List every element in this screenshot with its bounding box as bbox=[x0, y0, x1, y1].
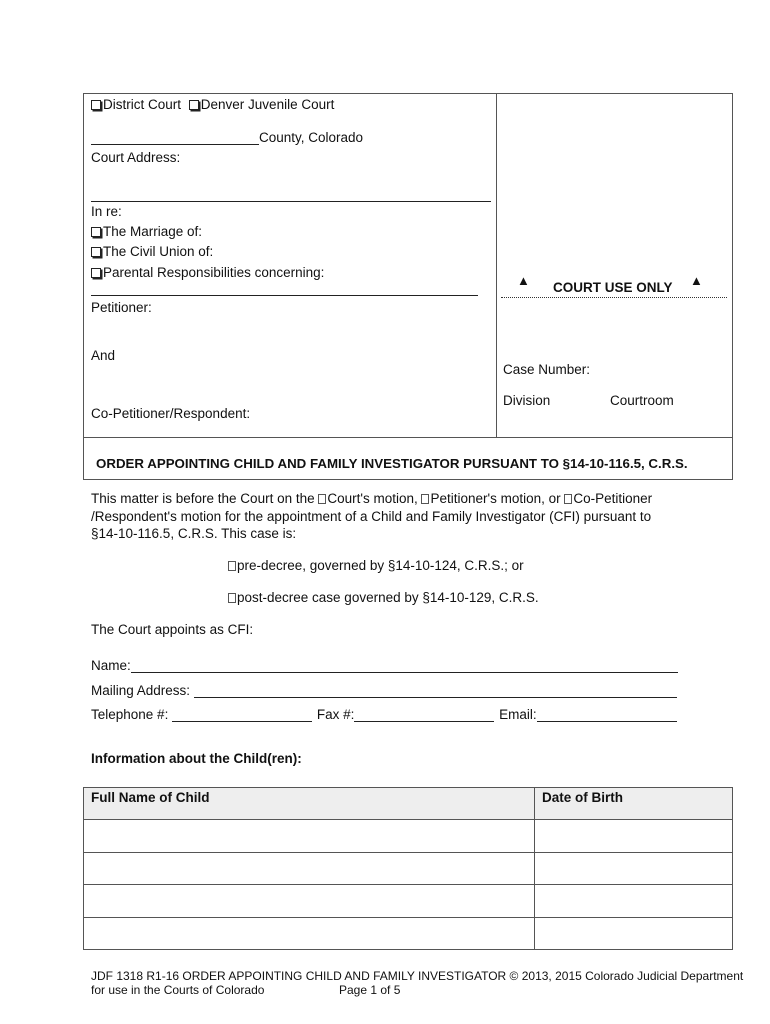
cfi-telephone-field[interactable] bbox=[172, 707, 312, 722]
pre-decree-checkbox[interactable] bbox=[228, 561, 236, 571]
courts-motion-checkbox[interactable] bbox=[318, 494, 326, 504]
table-row-line bbox=[83, 852, 733, 853]
table-row-line bbox=[83, 917, 733, 918]
in-re-label: In re: bbox=[91, 204, 122, 219]
court-type-row bbox=[91, 97, 334, 112]
intro-line-3: §14-10-116.5, C.R.S. This case is: bbox=[91, 526, 297, 541]
county-field[interactable] bbox=[91, 130, 259, 145]
appoints-label: The Court appoints as CFI: bbox=[91, 622, 254, 637]
child-dob-cell[interactable] bbox=[536, 919, 731, 949]
child-dob-cell[interactable] bbox=[536, 854, 731, 883]
children-heading: Information about the Child(ren): bbox=[91, 751, 302, 766]
marriage-row bbox=[91, 224, 202, 239]
child-dob-cell[interactable] bbox=[536, 821, 731, 851]
courtroom-label[interactable]: Courtroom bbox=[610, 393, 674, 408]
co-petitioner-label: Co-Petitioner/Respondent: bbox=[91, 406, 251, 421]
case-number-label[interactable]: Case Number: bbox=[503, 362, 591, 377]
petitioners-motion-checkbox[interactable] bbox=[421, 494, 429, 504]
table-column-divider bbox=[534, 787, 535, 950]
court-use-only-label: COURT USE ONLY bbox=[553, 280, 673, 295]
child-dob-cell[interactable] bbox=[536, 886, 731, 916]
party-name-line bbox=[91, 295, 478, 296]
co-petitioner-motion-checkbox[interactable] bbox=[564, 494, 572, 504]
child-name-cell[interactable] bbox=[85, 886, 532, 916]
cfi-mailing-field[interactable] bbox=[194, 683, 677, 698]
marriage-label: The Marriage of: bbox=[103, 224, 203, 239]
order-title: ORDER APPOINTING CHILD AND FAMILY INVESTIGATOR PURSUANT TO §14-10-116.5, C.R.S. bbox=[96, 456, 688, 471]
and-label: And bbox=[91, 348, 116, 363]
post-decree-row: post-decree case governed by §14-10-129, C.R.S. bbox=[228, 590, 539, 605]
cfi-email-field[interactable] bbox=[537, 707, 677, 722]
marriage-checkbox[interactable] bbox=[91, 227, 101, 237]
cfi-mailing-row: Mailing Address: bbox=[91, 683, 677, 698]
footer-line-1: JDF 1318 R1-16 ORDER APPOINTING CHILD AND FAMILY INVESTIGATOR © 2013, 2015 Colorado Judicial Department bbox=[91, 969, 744, 983]
col-header-dob: Date of Birth bbox=[542, 790, 623, 805]
court-address-line bbox=[91, 201, 491, 202]
denver-juvenile-label: Denver Juvenile Court bbox=[200, 97, 335, 112]
page-number: Page 1 of 5 bbox=[339, 983, 401, 997]
child-name-cell[interactable] bbox=[85, 919, 532, 949]
petitioner-label: Petitioner: bbox=[91, 300, 152, 315]
pre-decree-row: pre-decree, governed by §14-10-124, C.R.S.; or bbox=[228, 558, 524, 573]
civil-union-row bbox=[91, 244, 213, 259]
parental-row bbox=[91, 265, 324, 280]
col-header-name: Full Name of Child bbox=[91, 790, 210, 805]
caption-divider bbox=[496, 93, 497, 438]
district-court-checkbox[interactable] bbox=[91, 100, 101, 110]
parental-label: Parental Responsibilities concerning: bbox=[103, 265, 325, 280]
intro-line-2: /Respondent's motion for the appointment of a Child and Family Investigator (CFI) pursuant to bbox=[91, 509, 652, 524]
cfi-name-row: Name: bbox=[91, 658, 678, 673]
county-label: County, Colorado bbox=[259, 130, 364, 145]
table-header-line bbox=[83, 819, 733, 820]
post-decree-checkbox[interactable] bbox=[228, 593, 236, 603]
court-use-divider bbox=[501, 297, 727, 298]
denver-juvenile-checkbox[interactable] bbox=[189, 100, 199, 110]
district-court-label: District Court bbox=[103, 97, 182, 112]
table-row-line bbox=[83, 884, 733, 885]
county-row bbox=[91, 130, 363, 145]
triangle-up-icon-right: ▲ bbox=[690, 273, 703, 288]
division-label[interactable]: Division bbox=[503, 393, 551, 408]
court-address-label: Court Address: bbox=[91, 150, 181, 165]
footer-line-2: for use in the Courts of Colorado bbox=[91, 983, 265, 997]
cfi-fax-field[interactable] bbox=[354, 707, 494, 722]
cfi-contact-row: Telephone #: Fax #: Email: bbox=[91, 707, 677, 722]
triangle-up-icon: ▲ bbox=[517, 273, 530, 288]
cfi-name-field[interactable] bbox=[131, 658, 678, 673]
child-name-cell[interactable] bbox=[85, 821, 532, 851]
intro-line-1: This matter is before the Court on the Court's motion, Petitioner's motion, or Co-Petitioner bbox=[91, 491, 653, 506]
child-name-cell[interactable] bbox=[85, 854, 532, 883]
civil-union-checkbox[interactable] bbox=[91, 247, 101, 257]
civil-union-label: The Civil Union of: bbox=[103, 244, 214, 259]
parental-checkbox[interactable] bbox=[91, 268, 101, 278]
